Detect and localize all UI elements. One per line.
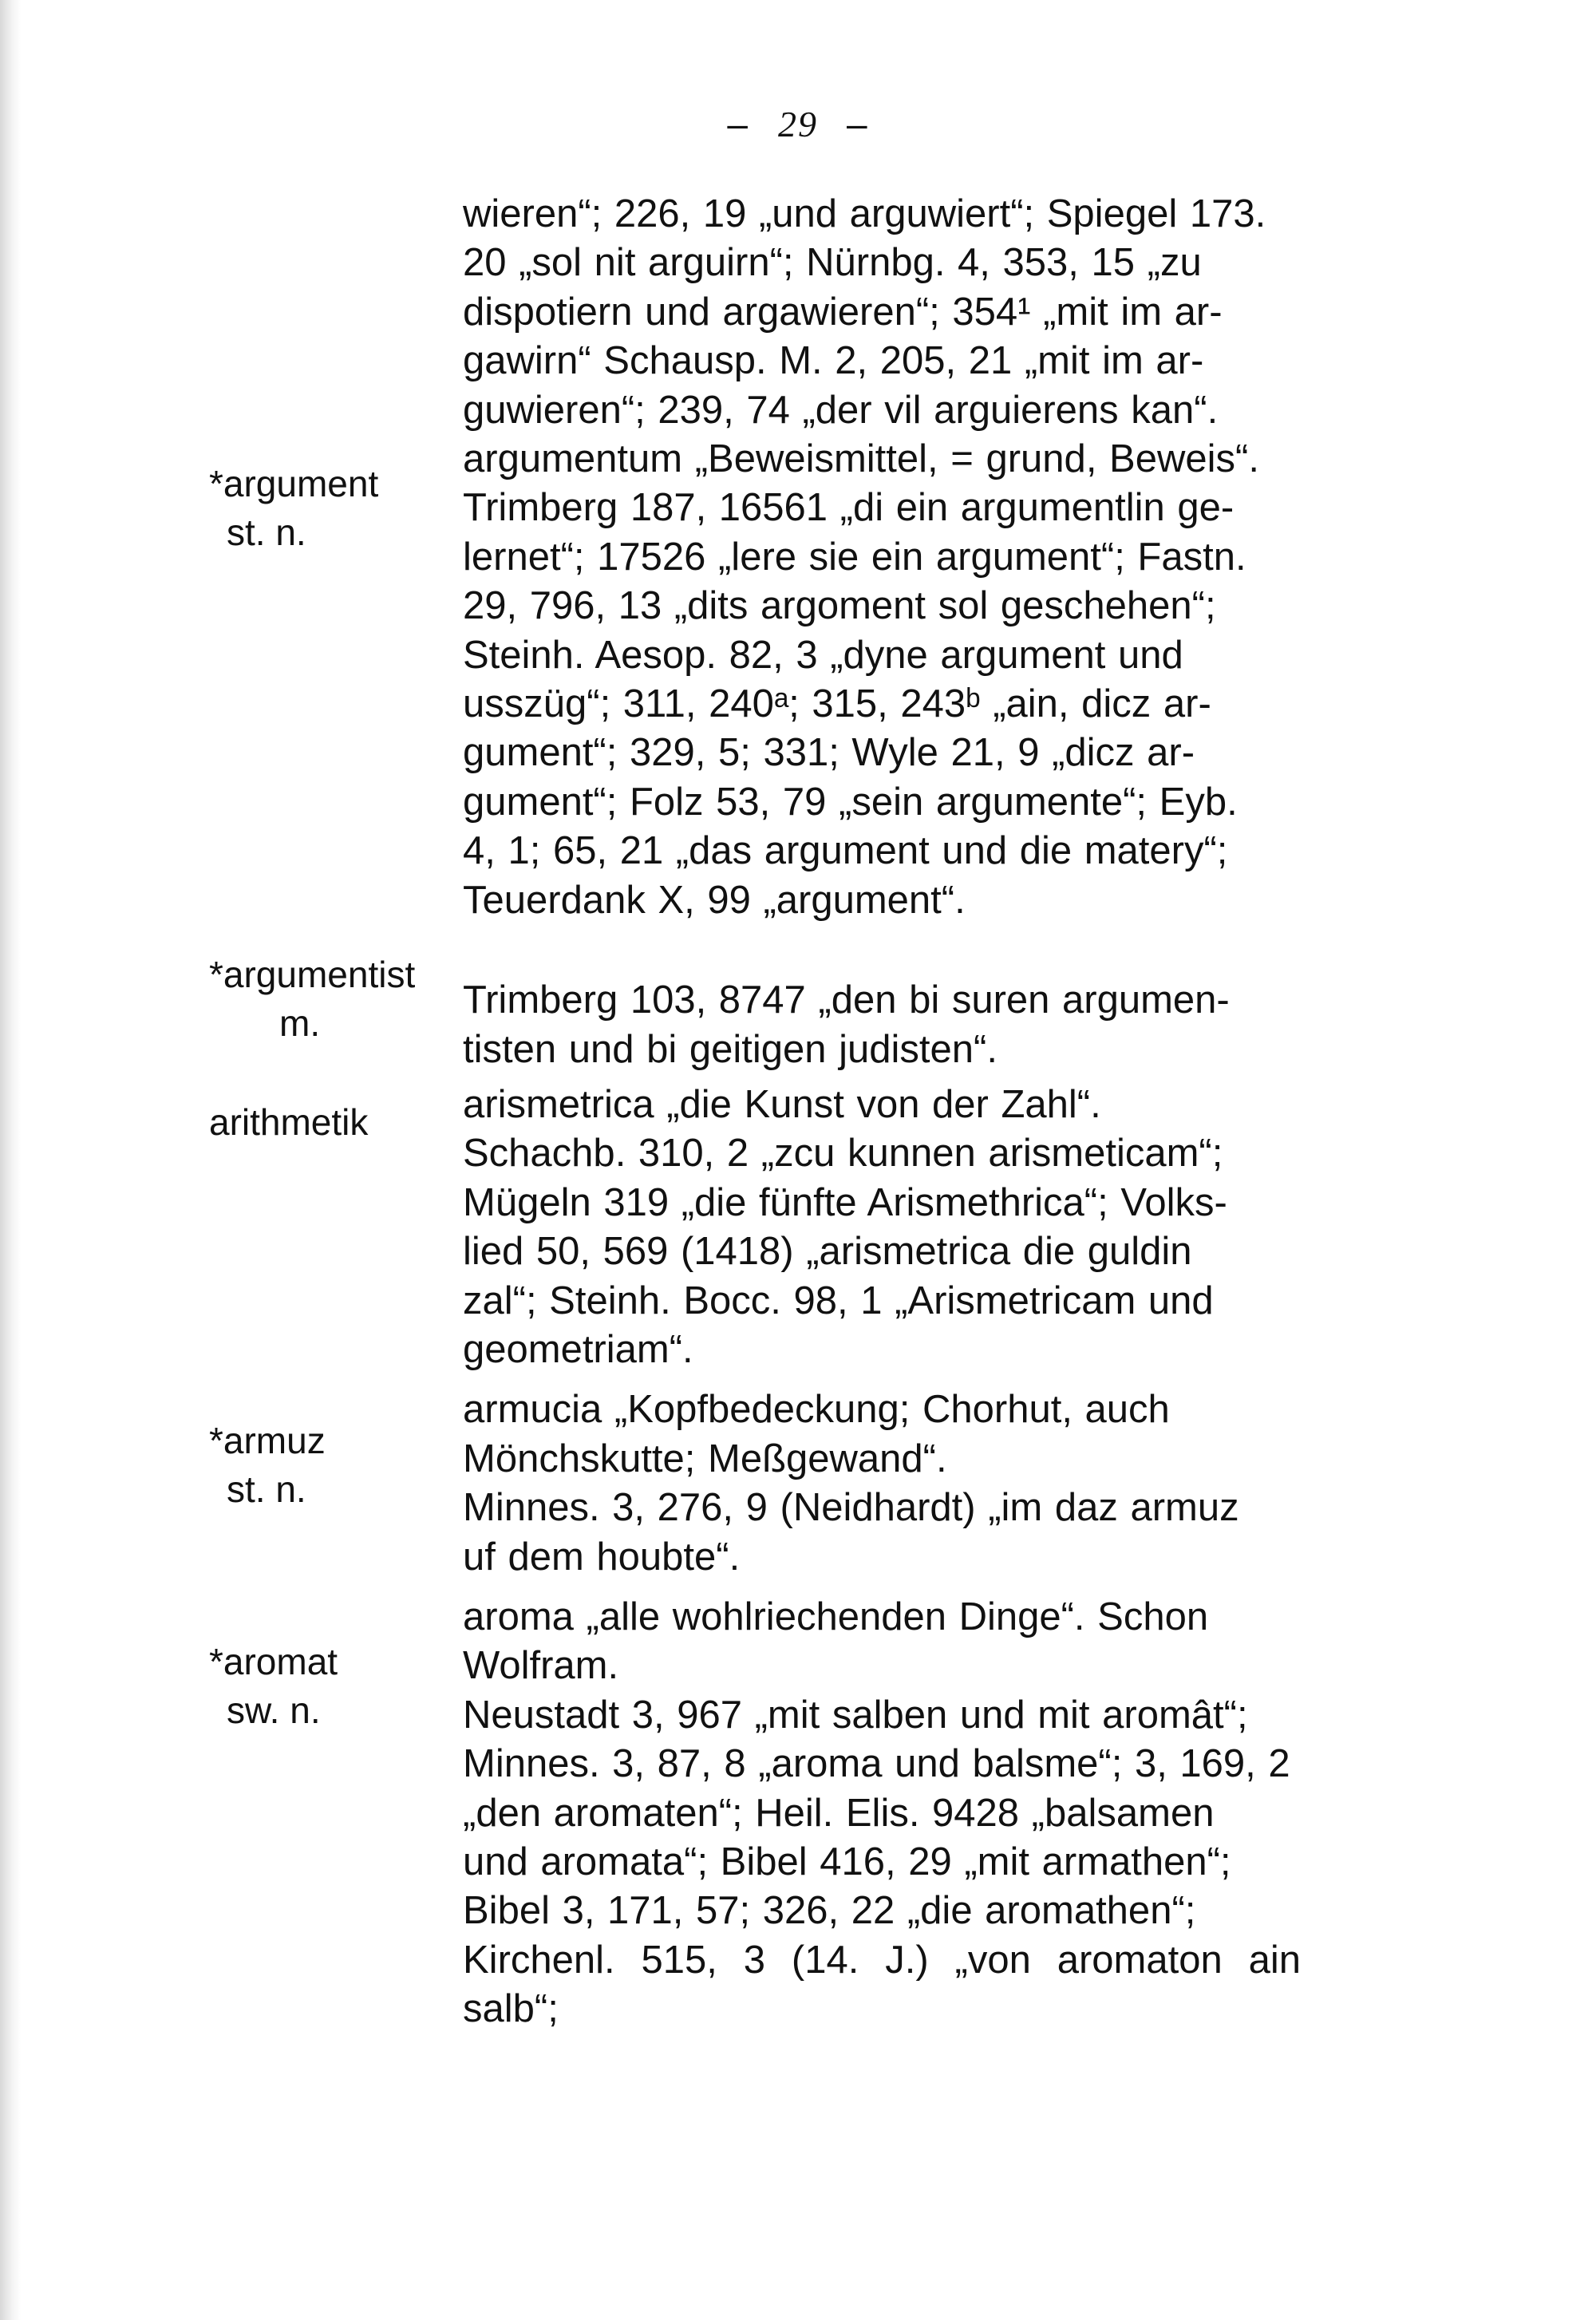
text-line: Minnes. 3, 276, 9 (Neidhardt) „im daz armuz (463, 1486, 1239, 1530)
entry-argument (463, 435, 1301, 925)
text-line: lied 50, 569 (1418) „arismetrica die guldin (463, 1230, 1192, 1274)
headword-pos: st. n. (227, 1468, 306, 1511)
page-number-header (0, 102, 1596, 145)
text-line: Mönchskutte; Meßgewand“. (463, 1437, 947, 1480)
text-line: Schachb. 310, 2 „zcu kunnen arismeticam“; (463, 1132, 1223, 1176)
page-number: 29 (778, 104, 818, 144)
headword-pos: m. (279, 1002, 321, 1045)
text-line: Bibel 3, 171, 57; 326, 22 „die aromathen“; (463, 1889, 1196, 1933)
headword-text: *argumentist (209, 954, 416, 995)
page-number-dash-left: – (727, 103, 749, 144)
text-line: Trimberg 187, 16561 „di ein argumentlin ge- (463, 486, 1235, 530)
headword-pos: sw. n. (227, 1690, 321, 1732)
headword-argumentist (209, 951, 440, 1049)
headword-text: *armuz (209, 1420, 326, 1461)
dictionary-text-column (463, 190, 1301, 2034)
entry-arithmetik (463, 1081, 1301, 1374)
headword-arithmetik (209, 1098, 440, 1147)
text-line: tisten und bi geitigen judisten“. (463, 1027, 998, 1071)
text-line: guwieren“; 239, 74 „der vil arguierens kan“. (463, 388, 1219, 432)
text-line: dispotiern und argawieren“; 354¹ „mit im ar- (463, 290, 1223, 334)
text-line: Minnes. 3, 87, 8 „aroma und balsme“; 3, 169, 2 (463, 1742, 1290, 1786)
text-line: Wolfram. (463, 1644, 619, 1688)
entry-armuz (463, 1385, 1301, 1582)
text-line: armucia „Kopfbedeckung; Chorhut, auch (463, 1388, 1170, 1432)
text-line: und aromata“; Bibel 416, 29 „mit armathen“; (463, 1840, 1231, 1883)
text-line: Teuerdank X, 99 „argument“. (463, 878, 966, 922)
text-line: gument“; Folz 53, 79 „sein argumente“; Eyb. (463, 780, 1238, 824)
text-line: 20 „sol nit arguirn“; Nürnbg. 4, 353, 15 „zu (463, 241, 1202, 285)
text-line: uf dem houbte“. (463, 1535, 741, 1579)
text-line: gument“; 329, 5; 331; Wyle 21, 9 „dicz ar- (463, 731, 1195, 775)
text-line: wieren“; 226, 19 „und arguwiert“; Spiegel 173. (463, 192, 1266, 235)
text-line: arismetrica „die Kunst von der Zahl“. (463, 1082, 1101, 1126)
entry-aromat (463, 1593, 1301, 2034)
page-number-dash-right: – (847, 103, 869, 144)
text-line: geometriam“. (463, 1327, 693, 1371)
text-line: lernet“; 17526 „lere sie ein argument“; Fastn. (463, 535, 1246, 579)
text-line: Kirchenl. 515, 3 (14. J.) „von aromaton ain salb“; (463, 1938, 1301, 2031)
headword-aromat (209, 1638, 440, 1736)
text-line: usszüg“; 311, 240ᵃ; 315, 243ᵇ „ain, dicz ar- (463, 682, 1211, 726)
text-line: 4, 1; 65, 21 „das argument und die matery“; (463, 829, 1228, 873)
text-line: gawirn“ Schausp. M. 2, 205, 21 „mit im ar- (463, 339, 1204, 383)
headword-argument (209, 460, 440, 558)
page-edge-shadow (0, 0, 21, 2320)
headword-text: *aromat (209, 1641, 338, 1682)
text-line: „den aromaten“; Heil. Elis. 9428 „balsamen (463, 1791, 1215, 1835)
headword-text: *argument (209, 463, 379, 504)
text-line: 29, 796, 13 „dits argoment sol geschehen“; (463, 584, 1216, 628)
headword-pos: st. n. (227, 512, 306, 554)
headword-text: arithmetik (209, 1101, 369, 1143)
text-line: Mügeln 319 „die fünfte Arismethrica“; Volks- (463, 1180, 1227, 1224)
entry-argumentist (463, 976, 1301, 1074)
headword-armuz (209, 1417, 440, 1515)
text-line: argumentum „Beweismittel, = grund, Beweis“. (463, 437, 1259, 481)
text-line: Trimberg 103, 8747 „den bi suren argumen- (463, 978, 1230, 1022)
text-line: Neustadt 3, 967 „mit salben und mit aromât“; (463, 1693, 1248, 1737)
text-line: zal“; Steinh. Bocc. 98, 1 „Arismetricam und (463, 1279, 1214, 1322)
text-line: aroma „alle wohlriechenden Dinge“. Schon (463, 1595, 1209, 1638)
continuation-text (463, 190, 1301, 435)
text-line: Steinh. Aesop. 82, 3 „dyne argument und (463, 633, 1183, 677)
